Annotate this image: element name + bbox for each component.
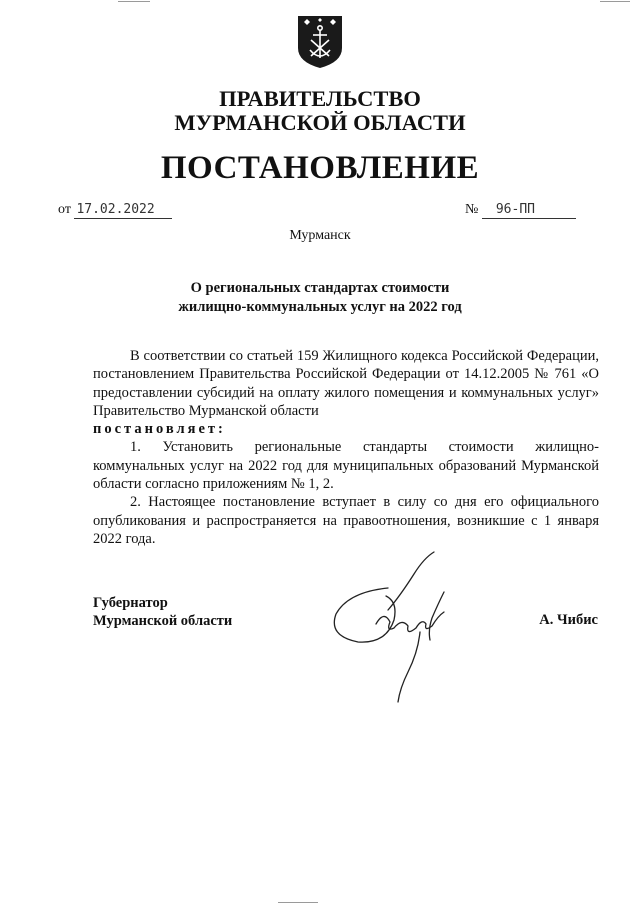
number-field xyxy=(482,202,576,219)
handwritten-signature xyxy=(328,548,468,708)
document-type: ПОСТАНОВЛЕНИЕ xyxy=(160,150,480,186)
position-line-1: Губернатор xyxy=(93,595,168,611)
number-prefix: № xyxy=(465,202,479,217)
coat-of-arms-icon xyxy=(296,14,344,70)
organization-line-2: МУРМАНСКОЙ ОБЛАСТИ xyxy=(174,110,466,135)
preamble-paragraph: В соответствии со статьей 159 Жилищного кодекса Российской Федерации, постановлением Правительства Российской Федерации от 14.12.2005 № 761 «О предоставлении субсидий на оплату жилого помещения и коммунальных услуг» Правительство Мурманской области xyxy=(93,348,599,419)
item-2-paragraph: 2. Настоящее постановление вступает в силу со дня его официального опубликования и распространяется на правоотношения, возникшие с 1 января 2022 года. xyxy=(93,494,599,547)
scan-mark-top-left xyxy=(118,1,150,2)
signatory-position xyxy=(93,594,232,630)
signatory-name: А. Чибис xyxy=(539,612,598,628)
scan-mark-top-right xyxy=(600,1,630,2)
position-line-2: Мурманской области xyxy=(93,613,233,629)
number-value: 96-ПП xyxy=(495,202,535,217)
date-field xyxy=(74,202,172,219)
date-prefix: от xyxy=(58,202,71,217)
item-1-paragraph: 1. Установить региональные стандарты стоимости жилищно-коммунальных услуг на 2022 год для муниципальных образований Мурманской области согласно приложениям № 1, 2. xyxy=(93,439,599,493)
organization-line-1: ПРАВИТЕЛЬСТВО xyxy=(219,86,421,111)
document-title xyxy=(0,279,640,317)
date-value: 17.02.2022 xyxy=(76,202,155,217)
document-body xyxy=(93,347,599,548)
number-line xyxy=(465,202,576,219)
title-line-2: жилищно-коммунальных услуг на 2022 год xyxy=(178,299,462,315)
scan-mark-bottom xyxy=(278,902,318,903)
title-line-1: О региональных стандартах стоимости xyxy=(190,280,450,296)
resolves-word: постановляет: xyxy=(93,421,226,438)
date-line xyxy=(58,202,172,219)
city: Мурманск xyxy=(289,228,351,243)
